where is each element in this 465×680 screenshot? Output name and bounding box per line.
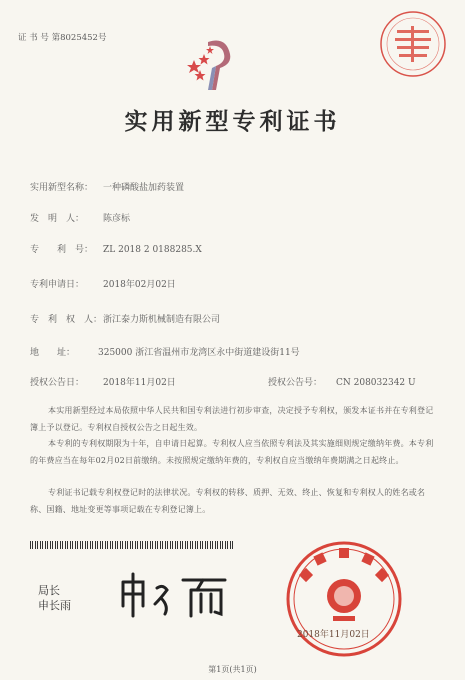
body-paragraph-3: 专利证书记载专利权登记时的法律状况。专利权的转移、质押、无效、终止、恢复和专利权人的姓名或名称、国籍、地址变更等事项记载在专利登记簿上。: [30, 488, 426, 514]
grant-date-value: 2018年11月02日: [103, 378, 176, 388]
patentee-value: 浙江泰力斯机械制造有限公司: [103, 315, 221, 325]
address-value: 325000 浙江省温州市龙湾区永中街道建设街11号: [98, 348, 300, 358]
body-paragraph-1: 本实用新型经过本局依照中华人民共和国专利法进行初步审查，决定授予专利权，颁发本证书并在专利登记簿上予以登记。专利权自授权公告之日起生效。: [30, 406, 434, 432]
certificate-number: 证 书 号 第8025452号: [18, 33, 107, 43]
invention-name-value: 一种磷酸盐加药装置: [103, 183, 185, 193]
seal-stamp-small: [377, 8, 449, 80]
inventor-label: 发 明 人：: [30, 214, 85, 224]
grant-number-label: 授权公告号：: [268, 378, 323, 388]
patent-number-label: 专 利 号：: [30, 245, 94, 255]
certificate-title: 实用新型专利证书: [124, 108, 341, 135]
barcode: [30, 541, 235, 549]
patentee-label: 专 利 权 人：: [30, 315, 103, 325]
grant-date-label: 授权公告日：: [30, 378, 85, 388]
director-block: [38, 583, 71, 613]
body-paragraph-2: 本专利的专利权期限为十年，自申请日起算。专利权人应当依照专利法及其实施细则规定缴纳年费。本专利的年费应当在每年02月02日前缴纳。未按照规定缴纳年费的，专利权自应当缴纳年费期满之日起终止。: [30, 439, 434, 465]
director-signature: [117, 568, 237, 623]
patent-number-value: ZL 2018 2 0188285.X: [103, 245, 202, 255]
page-info: 第1页(共1页): [208, 665, 257, 674]
grant-number-value: CN 208032342 U: [336, 378, 416, 388]
address-label: 地 址：: [30, 348, 76, 358]
director-title: 局长: [38, 584, 60, 597]
issue-date: 2018年11月02日: [297, 630, 370, 640]
inventor-value: 陈彦标: [103, 214, 131, 224]
patent-office-logo: [186, 36, 256, 94]
invention-name-label: 实用新型名称：: [30, 183, 94, 193]
filing-date-label: 专利申请日：: [30, 280, 85, 290]
director-name: 申长雨: [38, 599, 71, 612]
filing-date-value: 2018年02月02日: [103, 280, 176, 290]
